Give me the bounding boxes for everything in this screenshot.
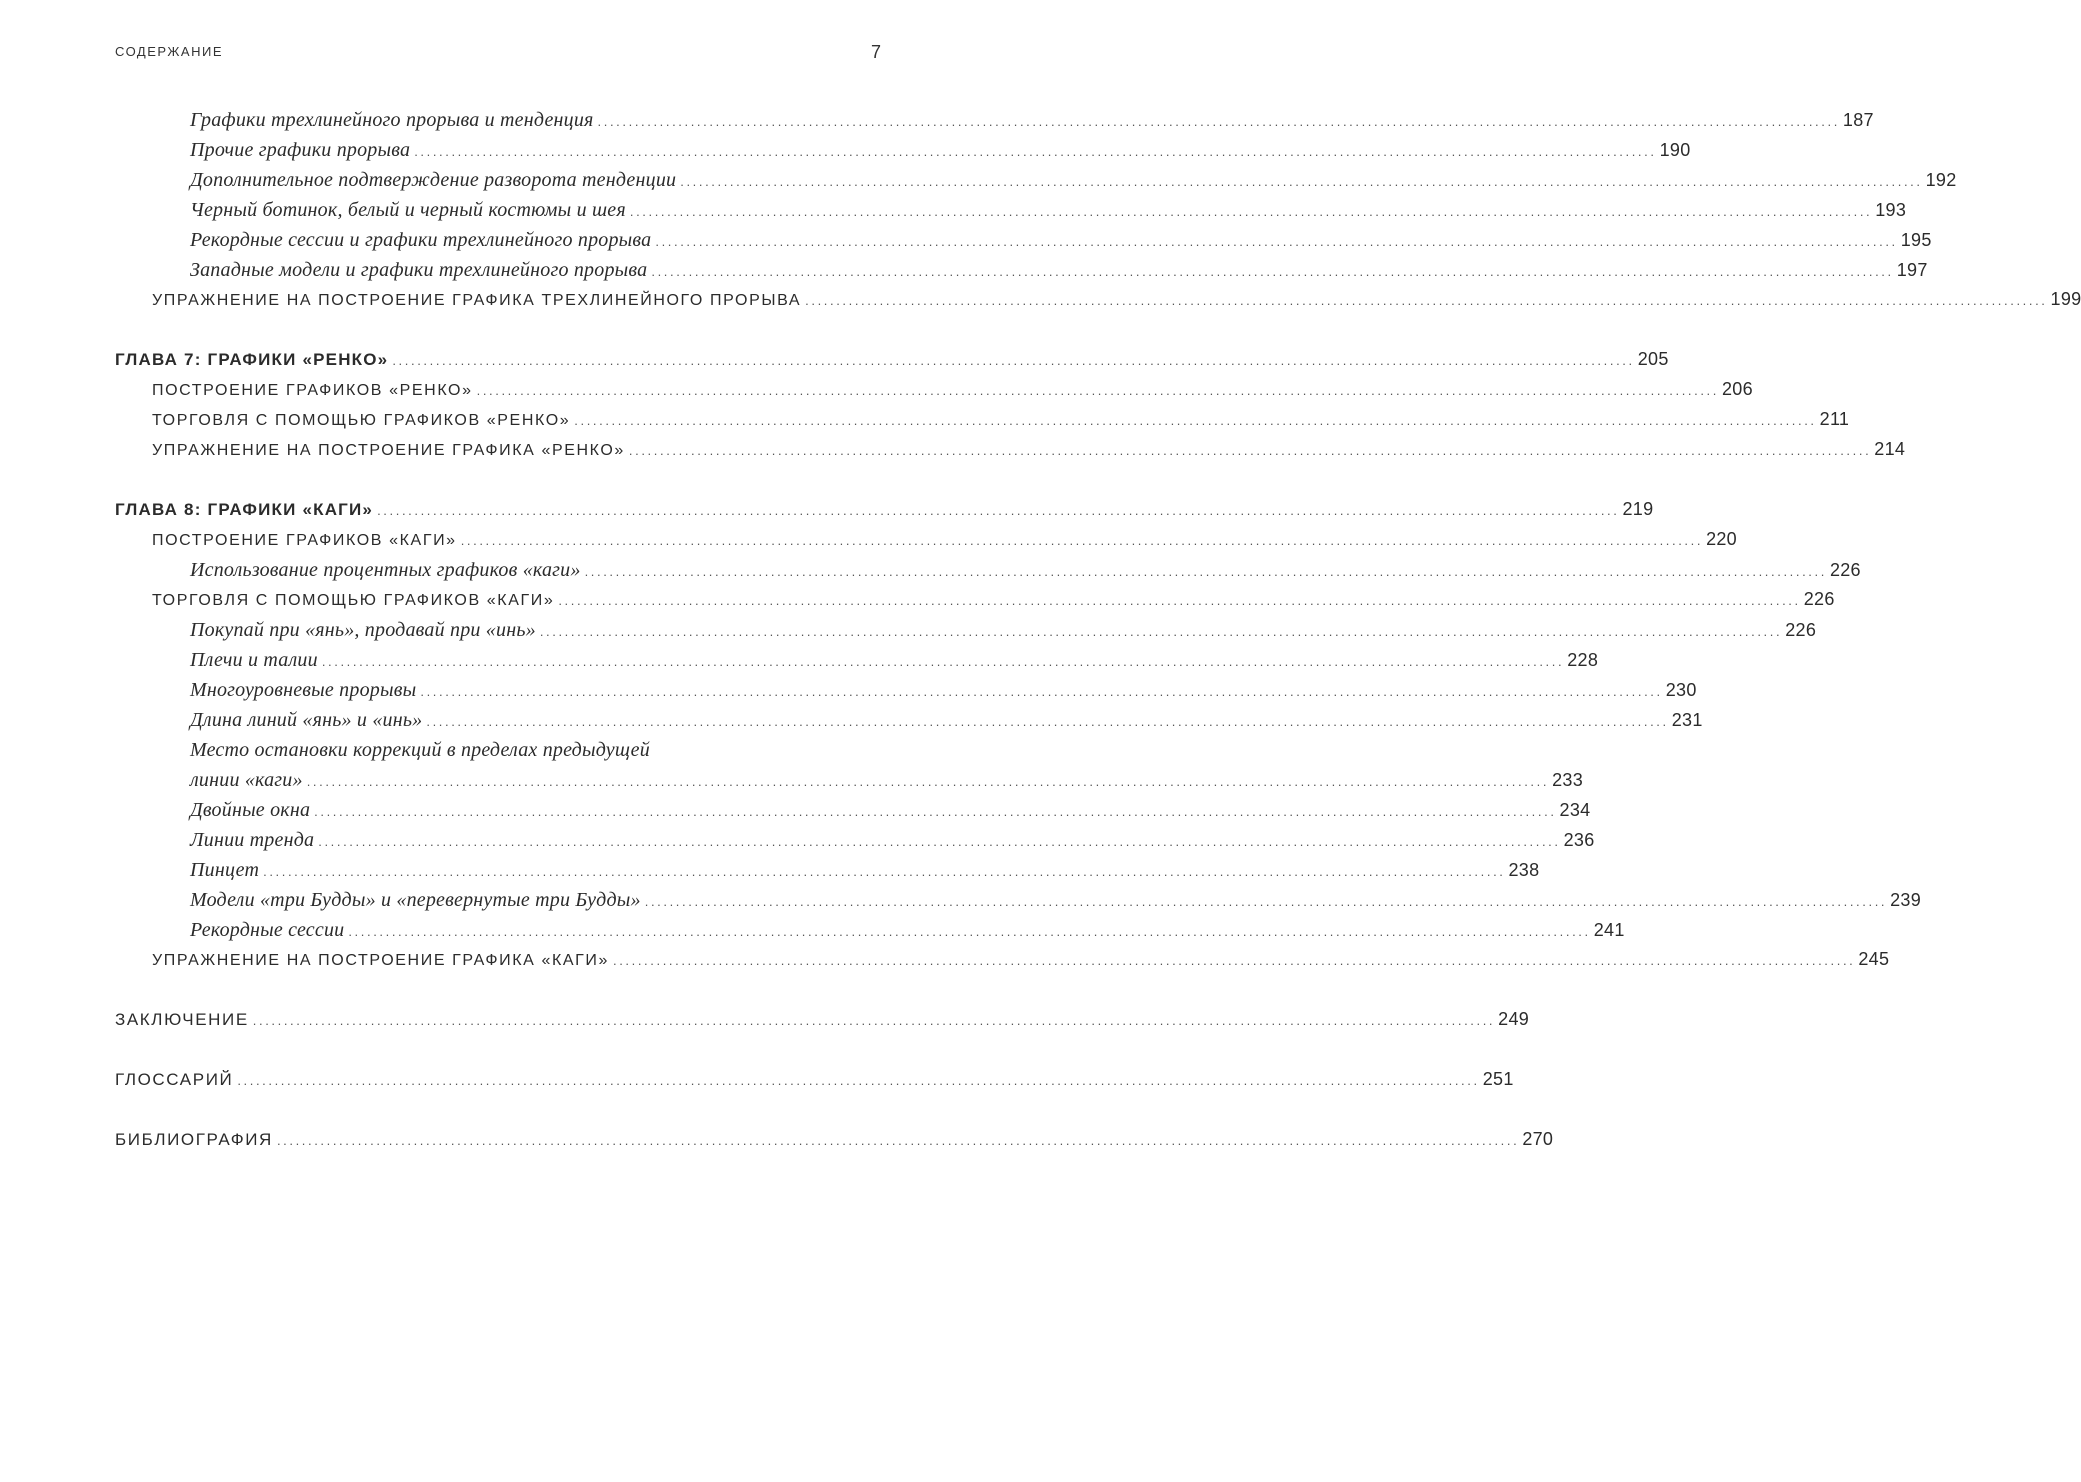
toc-entry-title: Длина линий «янь» и «инь»: [190, 709, 423, 731]
toc-entry-page: 251: [1482, 1069, 1514, 1089]
toc-entry[interactable]: [115, 169, 1957, 199]
dot-leader: ........................................................................................................................................................................................................: [276, 1133, 1520, 1148]
toc-entry-title: УПРАЖНЕНИЕ НА ПОСТРОЕНИЕ ГРАФИКА «РЕНКО»: [152, 442, 625, 459]
toc-entry-title: Двойные окна: [190, 799, 311, 821]
toc-entry-page: 195: [1900, 230, 1932, 250]
toc-entry[interactable]: [115, 859, 1540, 889]
toc-entry-page: 220: [1706, 529, 1737, 549]
toc-entry[interactable]: [115, 439, 1906, 469]
toc-entry-wrapped[interactable]: [115, 739, 881, 769]
dot-leader: ........................................................................................................................................................................................................: [680, 174, 1923, 189]
toc-entry[interactable]: [115, 139, 1691, 169]
running-head: СОДЕРЖАНИЕ: [115, 44, 224, 59]
toc-entry-page: 249: [1498, 1009, 1530, 1029]
toc-entry[interactable]: [115, 619, 1817, 649]
dot-leader: ........................................................................................................................................................................................................: [348, 924, 1591, 939]
toc-entry-title: ПОСТРОЕНИЕ ГРАФИКОВ «КАГИ»: [152, 532, 457, 549]
dot-leader: ........................................................................................................................................................................................................: [318, 834, 1561, 849]
dot-leader: ........................................................................................................................................................................................................: [558, 593, 1801, 608]
toc-entry-title: Покупай при «янь», продавай при «инь»: [190, 619, 536, 641]
dot-leader: ........................................................................................................................................................................................................: [644, 894, 1888, 909]
dot-leader: ........................................................................................................................................................................................................: [377, 503, 1620, 518]
dot-leader: ........................................................................................................................................................................................................: [628, 443, 1872, 458]
dot-leader: ........................................................................................................................................................................................................: [263, 864, 1506, 879]
dot-leader: ........................................................................................................................................................................................................: [597, 114, 1840, 129]
dot-leader: ........................................................................................................................................................................................................: [420, 684, 1663, 699]
dot-leader: ........................................................................................................................................................................................................: [613, 953, 1856, 968]
toc-entry[interactable]: [115, 379, 1753, 409]
dot-leader: ........................................................................................................................................................................................................: [321, 654, 1565, 669]
toc-entry-page: 245: [1858, 949, 1890, 969]
toc-entry[interactable]: [115, 589, 1835, 619]
toc-entry-title: Пинцет: [190, 859, 260, 881]
toc-entry-page: 219: [1622, 499, 1654, 519]
toc-entry-page: 236: [1563, 830, 1595, 850]
table-of-contents: [115, 109, 2081, 1159]
dot-leader: ........................................................................................................................................................................................................: [392, 353, 1635, 368]
toc-entry-title: ПОСТРОЕНИЕ ГРАФИКОВ «РЕНКО»: [152, 382, 473, 399]
toc-entry-page: 231: [1671, 710, 1703, 730]
toc-entry-title: Графики трехлинейного прорыва и тенденция: [190, 109, 594, 131]
toc-entry-page: 187: [1842, 110, 1874, 130]
toc-entry[interactable]: [115, 199, 1907, 229]
toc-entry[interactable]: [115, 529, 1737, 559]
toc-entry-title: Рекордные сессии: [190, 919, 345, 941]
toc-section[interactable]: [115, 1009, 1530, 1039]
toc-entry-page: 193: [1875, 200, 1907, 220]
toc-entry-page: 230: [1665, 680, 1697, 700]
toc-entry-page: 241: [1593, 920, 1625, 940]
toc-entry[interactable]: [115, 799, 1591, 829]
dot-leader: ........................................................................................................................................................................................................: [805, 293, 2048, 308]
toc-entry-title: Линии тренда: [190, 829, 315, 851]
toc-entry[interactable]: [115, 709, 1703, 739]
toc-entry-page: 192: [1925, 170, 1957, 190]
toc-entry-page: 239: [1890, 890, 1922, 910]
toc-entry-title: Прочие графики прорыва: [190, 139, 411, 161]
toc-entry-page: 214: [1874, 439, 1906, 459]
toc-entry-page: 199: [2050, 289, 2081, 309]
toc-entry-page: 228: [1567, 650, 1599, 670]
toc-entry-title-continuation: линии «каги»: [190, 769, 303, 791]
toc-entry-continuation[interactable]: [115, 769, 1584, 799]
dot-leader: ........................................................................................................................................................................................................: [237, 1073, 1480, 1088]
toc-entry-page: 226: [1803, 589, 1835, 609]
toc-entry-title: Черный ботинок, белый и черный костюмы и шея: [190, 199, 626, 221]
dot-leader: ........................................................................................................................................................................................................: [539, 624, 1783, 639]
toc-entry-page: 226: [1785, 620, 1817, 640]
dot-leader: ........................................................................................................................................................................................................: [584, 564, 1827, 579]
toc-entry-page: 238: [1508, 860, 1540, 880]
toc-entry[interactable]: [115, 259, 1928, 289]
toc-entry-title: УПРАЖНЕНИЕ НА ПОСТРОЕНИЕ ГРАФИКА «КАГИ»: [152, 952, 609, 969]
toc-entry[interactable]: [115, 229, 1932, 259]
toc-entry[interactable]: [115, 889, 1922, 919]
toc-section-title: ЗАКЛЮЧЕНИЕ: [115, 1010, 249, 1029]
toc-entry-page: 270: [1522, 1129, 1554, 1149]
dot-leader: ........................................................................................................................................................................................................: [476, 383, 1719, 398]
toc-section[interactable]: [115, 1129, 1554, 1159]
toc-entry[interactable]: [115, 649, 1599, 679]
toc-entry-title: ТОРГОВЛЯ С ПОМОЩЬЮ ГРАФИКОВ «РЕНКО»: [152, 412, 571, 429]
toc-entry[interactable]: [115, 949, 1890, 979]
toc-chapter[interactable]: [115, 349, 1669, 379]
toc-entry-page: 206: [1721, 379, 1753, 399]
toc-section-title: БИБЛИОГРАФИЯ: [115, 1130, 273, 1149]
dot-leader: ........................................................................................................................................................................................................: [414, 144, 1657, 159]
dot-leader: ........................................................................................................................................................................................................: [306, 774, 1550, 789]
dot-leader: ........................................................................................................................................................................................................: [314, 804, 1557, 819]
toc-chapter-title: ГЛАВА 7: ГРАФИКИ «РЕНКО»: [115, 350, 389, 369]
toc-entry-title: Использование процентных графиков «каги»: [190, 559, 581, 581]
toc-entry-page: 197: [1896, 260, 1928, 280]
dot-leader: ........................................................................................................................................................................................................: [629, 204, 1873, 219]
dot-leader: ........................................................................................................................................................................................................: [252, 1013, 1496, 1028]
dot-leader: ........................................................................................................................................................................................................: [574, 413, 1817, 428]
dot-leader: ........................................................................................................................................................................................................: [651, 264, 1894, 279]
toc-entry-title: Плечи и талии: [190, 649, 318, 671]
toc-entry[interactable]: [115, 409, 1850, 439]
toc-entry-title: Рекордные сессии и графики трехлинейного прорыва: [190, 229, 652, 251]
toc-section-title: ГЛОССАРИЙ: [115, 1070, 234, 1089]
toc-entry-title: ТОРГОВЛЯ С ПОМОЩЬЮ ГРАФИКОВ «КАГИ»: [152, 592, 555, 609]
toc-entry-title: Место остановки коррекций в пределах предыдущей: [190, 739, 650, 761]
toc-entry[interactable]: [115, 679, 1697, 709]
toc-entry[interactable]: [115, 289, 2081, 319]
toc-entry-page: 233: [1552, 770, 1584, 790]
toc-entry-page: 211: [1819, 409, 1850, 429]
toc-entry-title: УПРАЖНЕНИЕ НА ПОСТРОЕНИЕ ГРАФИКА ТРЕХЛИНЕЙНОГО ПРОРЫВА: [152, 292, 802, 309]
dot-leader: ........................................................................................................................................................................................................: [655, 234, 1898, 249]
dot-leader: ........................................................................................................................................................................................................: [426, 714, 1669, 729]
toc-section[interactable]: [115, 1069, 1514, 1099]
toc-entry[interactable]: [115, 919, 1625, 949]
toc-entry[interactable]: [115, 559, 1861, 589]
dot-leader: ........................................................................................................................................................................................................: [460, 533, 1704, 548]
page-number: 7: [870, 42, 881, 62]
toc-entry[interactable]: [115, 109, 1874, 139]
toc-entry-page: 234: [1559, 800, 1591, 820]
toc-chapter[interactable]: [115, 499, 1654, 529]
toc-entry-title: Дополнительное подтверждение разворота тенденции: [190, 169, 677, 191]
toc-entry-page: 190: [1659, 140, 1691, 160]
toc-chapter-title: ГЛАВА 8: ГРАФИКИ «КАГИ»: [115, 500, 374, 519]
toc-entry-page: 205: [1637, 349, 1669, 369]
toc-entry-page: 226: [1829, 560, 1861, 580]
toc-entry-title: Западные модели и графики трехлинейного прорыва: [190, 259, 648, 281]
toc-entry-title: Многоуровневые прорывы: [190, 679, 417, 701]
toc-entry-title: Модели «три Будды» и «перевернутые три Будды»: [190, 889, 641, 911]
toc-entry[interactable]: [115, 829, 1595, 859]
